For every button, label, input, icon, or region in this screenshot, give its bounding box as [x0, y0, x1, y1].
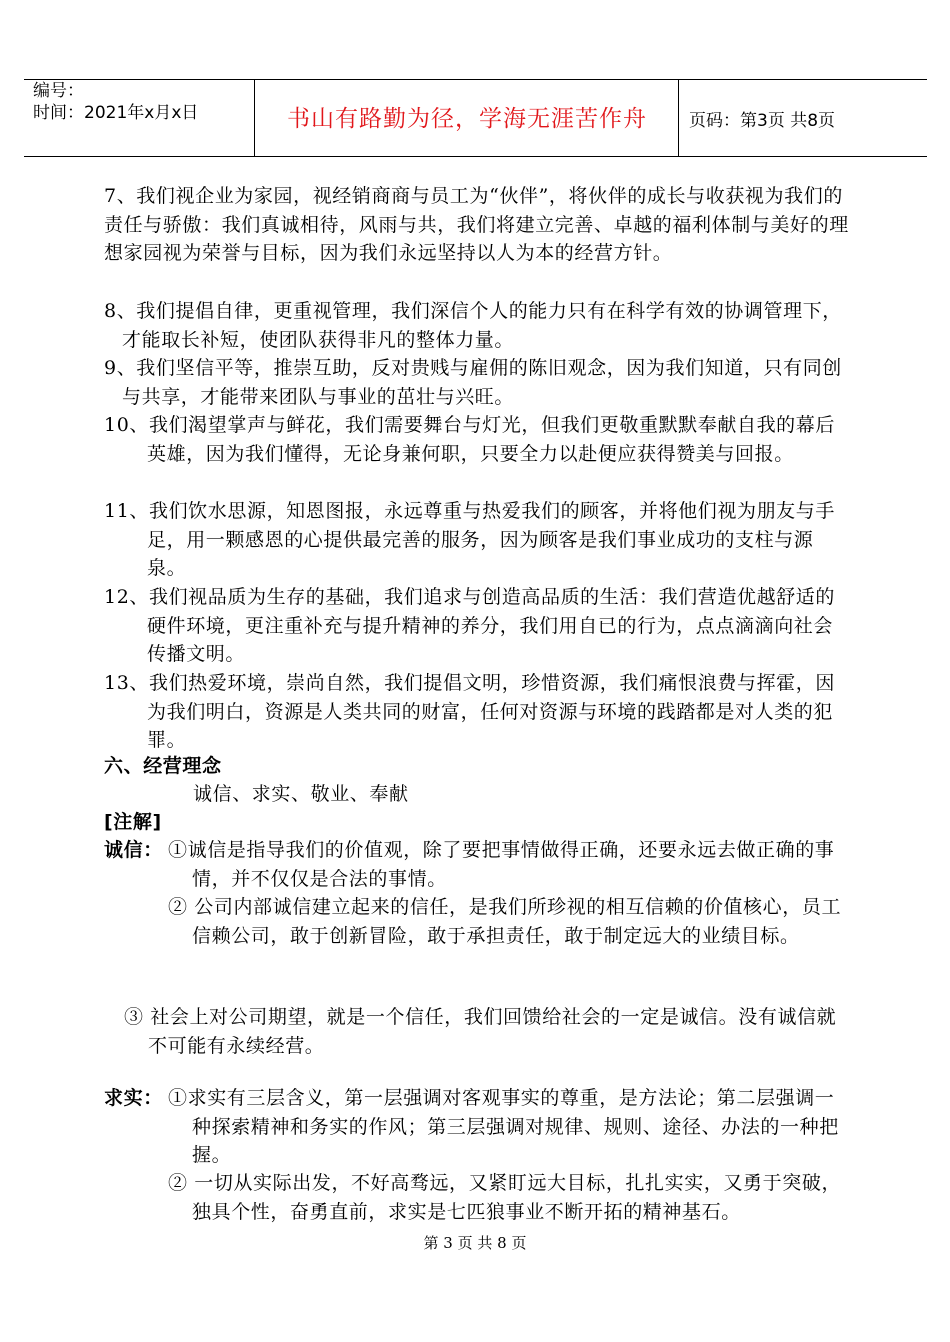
item-text: 我们视品质为生存的基础，我们追求与创造高品质的生活：我们营造优越舒适的硬件环境，更注重补充与提升精神的养分，我们用自已的行为，点点滴滴向社会传播文明。 [147, 586, 835, 666]
header-divider-left [254, 79, 255, 157]
item-text: 我们坚信平等，推崇互助，反对贵贱与雇佣的陈旧观念，因为我们知道，只有同创与共享，才能带来团队与事业的茁壮与兴旺。 [122, 357, 842, 408]
header-divider-right [678, 79, 679, 157]
qiushi-label: 求实： [104, 1087, 163, 1109]
item-text: 我们视企业为家园，视经销商商与员工为“伙伴”，将伙伴的成长与收获视为我们的责任与骄傲：我们真诚相待，风雨与共，我们将建立完善、卓越的福利体制与美好的理想家园视为荣誉与目标，因为我们永远坚持以人为本的经营方针。 [104, 185, 849, 265]
list-item-11 [104, 497, 850, 583]
section-heading: 六、经营理念 [104, 755, 222, 777]
chengxin-label: 诚信： [104, 839, 163, 861]
item-number: 11、 [104, 500, 149, 522]
item-number: 12、 [104, 586, 149, 608]
item-number: 8、 [104, 300, 137, 322]
section-summary: 诚信、求实、敬业、奉献 [193, 783, 409, 805]
item-number: 13、 [104, 672, 149, 694]
list-item-12 [104, 583, 850, 669]
list-item-13 [104, 669, 850, 755]
item-text: 我们热爱环境，崇尚自然，我们提倡文明，珍惜资源，我们痛恨浪费与挥霍，因为我们明白，资源是人类共同的财富，任何对资源与环境的践踏都是对人类的犯罪。 [147, 672, 835, 752]
code-label: 编号： [33, 81, 84, 101]
item-text: 我们提倡自律，更重视管理，我们深信个人的能力只有在科学有效的协调管理下，才能取长补短，使团队获得非凡的整体力量。 [122, 300, 842, 351]
list-item-8 [104, 297, 850, 354]
chengxin-point-2: ② 公司内部诚信建立起来的信任，是我们所珍视的相互信赖的价值核心，员工信赖公司，敢于创新冒险，敢于承担责任，敢于制定远大的业绩目标。 [168, 896, 842, 947]
chengxin-point-1: ①诚信是指导我们的价值观，除了要把事情做得正确，还要永远去做正确的事情，并不仅仅是合法的事情。 [168, 839, 835, 890]
time-label: 时间：2021年x月x日 [33, 103, 199, 123]
header-page-info: 页码：第3页 共8页 [689, 111, 836, 131]
list-item-9 [104, 354, 850, 411]
annotation-label: [注解] [104, 811, 162, 833]
header-bottom-rule [24, 156, 927, 157]
list-item-7 [104, 182, 850, 268]
item-number: 7、 [104, 185, 137, 207]
qiushi-point-2: ② 一切从实际出发，不好高骛远，又紧盯远大目标，扎扎实实，又勇于突破，独具个性，奋勇直前，求实是七匹狼事业不断开拓的精神基石。 [168, 1172, 842, 1223]
item-text: 我们饮水思源，知恩图报，永远尊重与热爱我们的顾客，并将他们视为朋友与手足，用一颗感恩的心提供最完善的服务，因为顾客是我们事业成功的支柱与源泉。 [147, 500, 835, 580]
page-footer: 第 3 页 共 8 页 [423, 1234, 527, 1252]
header-left-cell [33, 80, 198, 124]
page-header [0, 0, 950, 157]
chengxin-point-3: ③ 社会上对公司期望，就是一个信任，我们回馈给社会的一定是诚信。没有诚信就不可能有永续经营。 [124, 1006, 837, 1057]
list-item-10 [104, 411, 850, 468]
qiushi-point-1: ①求实有三层含义，第一层强调对客观事实的尊重，是方法论；第二层强调一种探索精神和务实的作风；第三层强调对规律、规则、途径、办法的一种把握。 [168, 1087, 839, 1167]
item-number: 9、 [104, 357, 137, 379]
item-number: 10、 [104, 414, 149, 436]
header-motto: 书山有路勤为径，学海无涯苦作舟 [287, 106, 647, 132]
item-text: 我们渴望掌声与鲜花，我们需要舞台与灯光，但我们更敬重默默奉献自我的幕后英雄，因为我们懂得，无论身兼何职，只要全力以赴便应获得赞美与回报。 [147, 414, 835, 465]
